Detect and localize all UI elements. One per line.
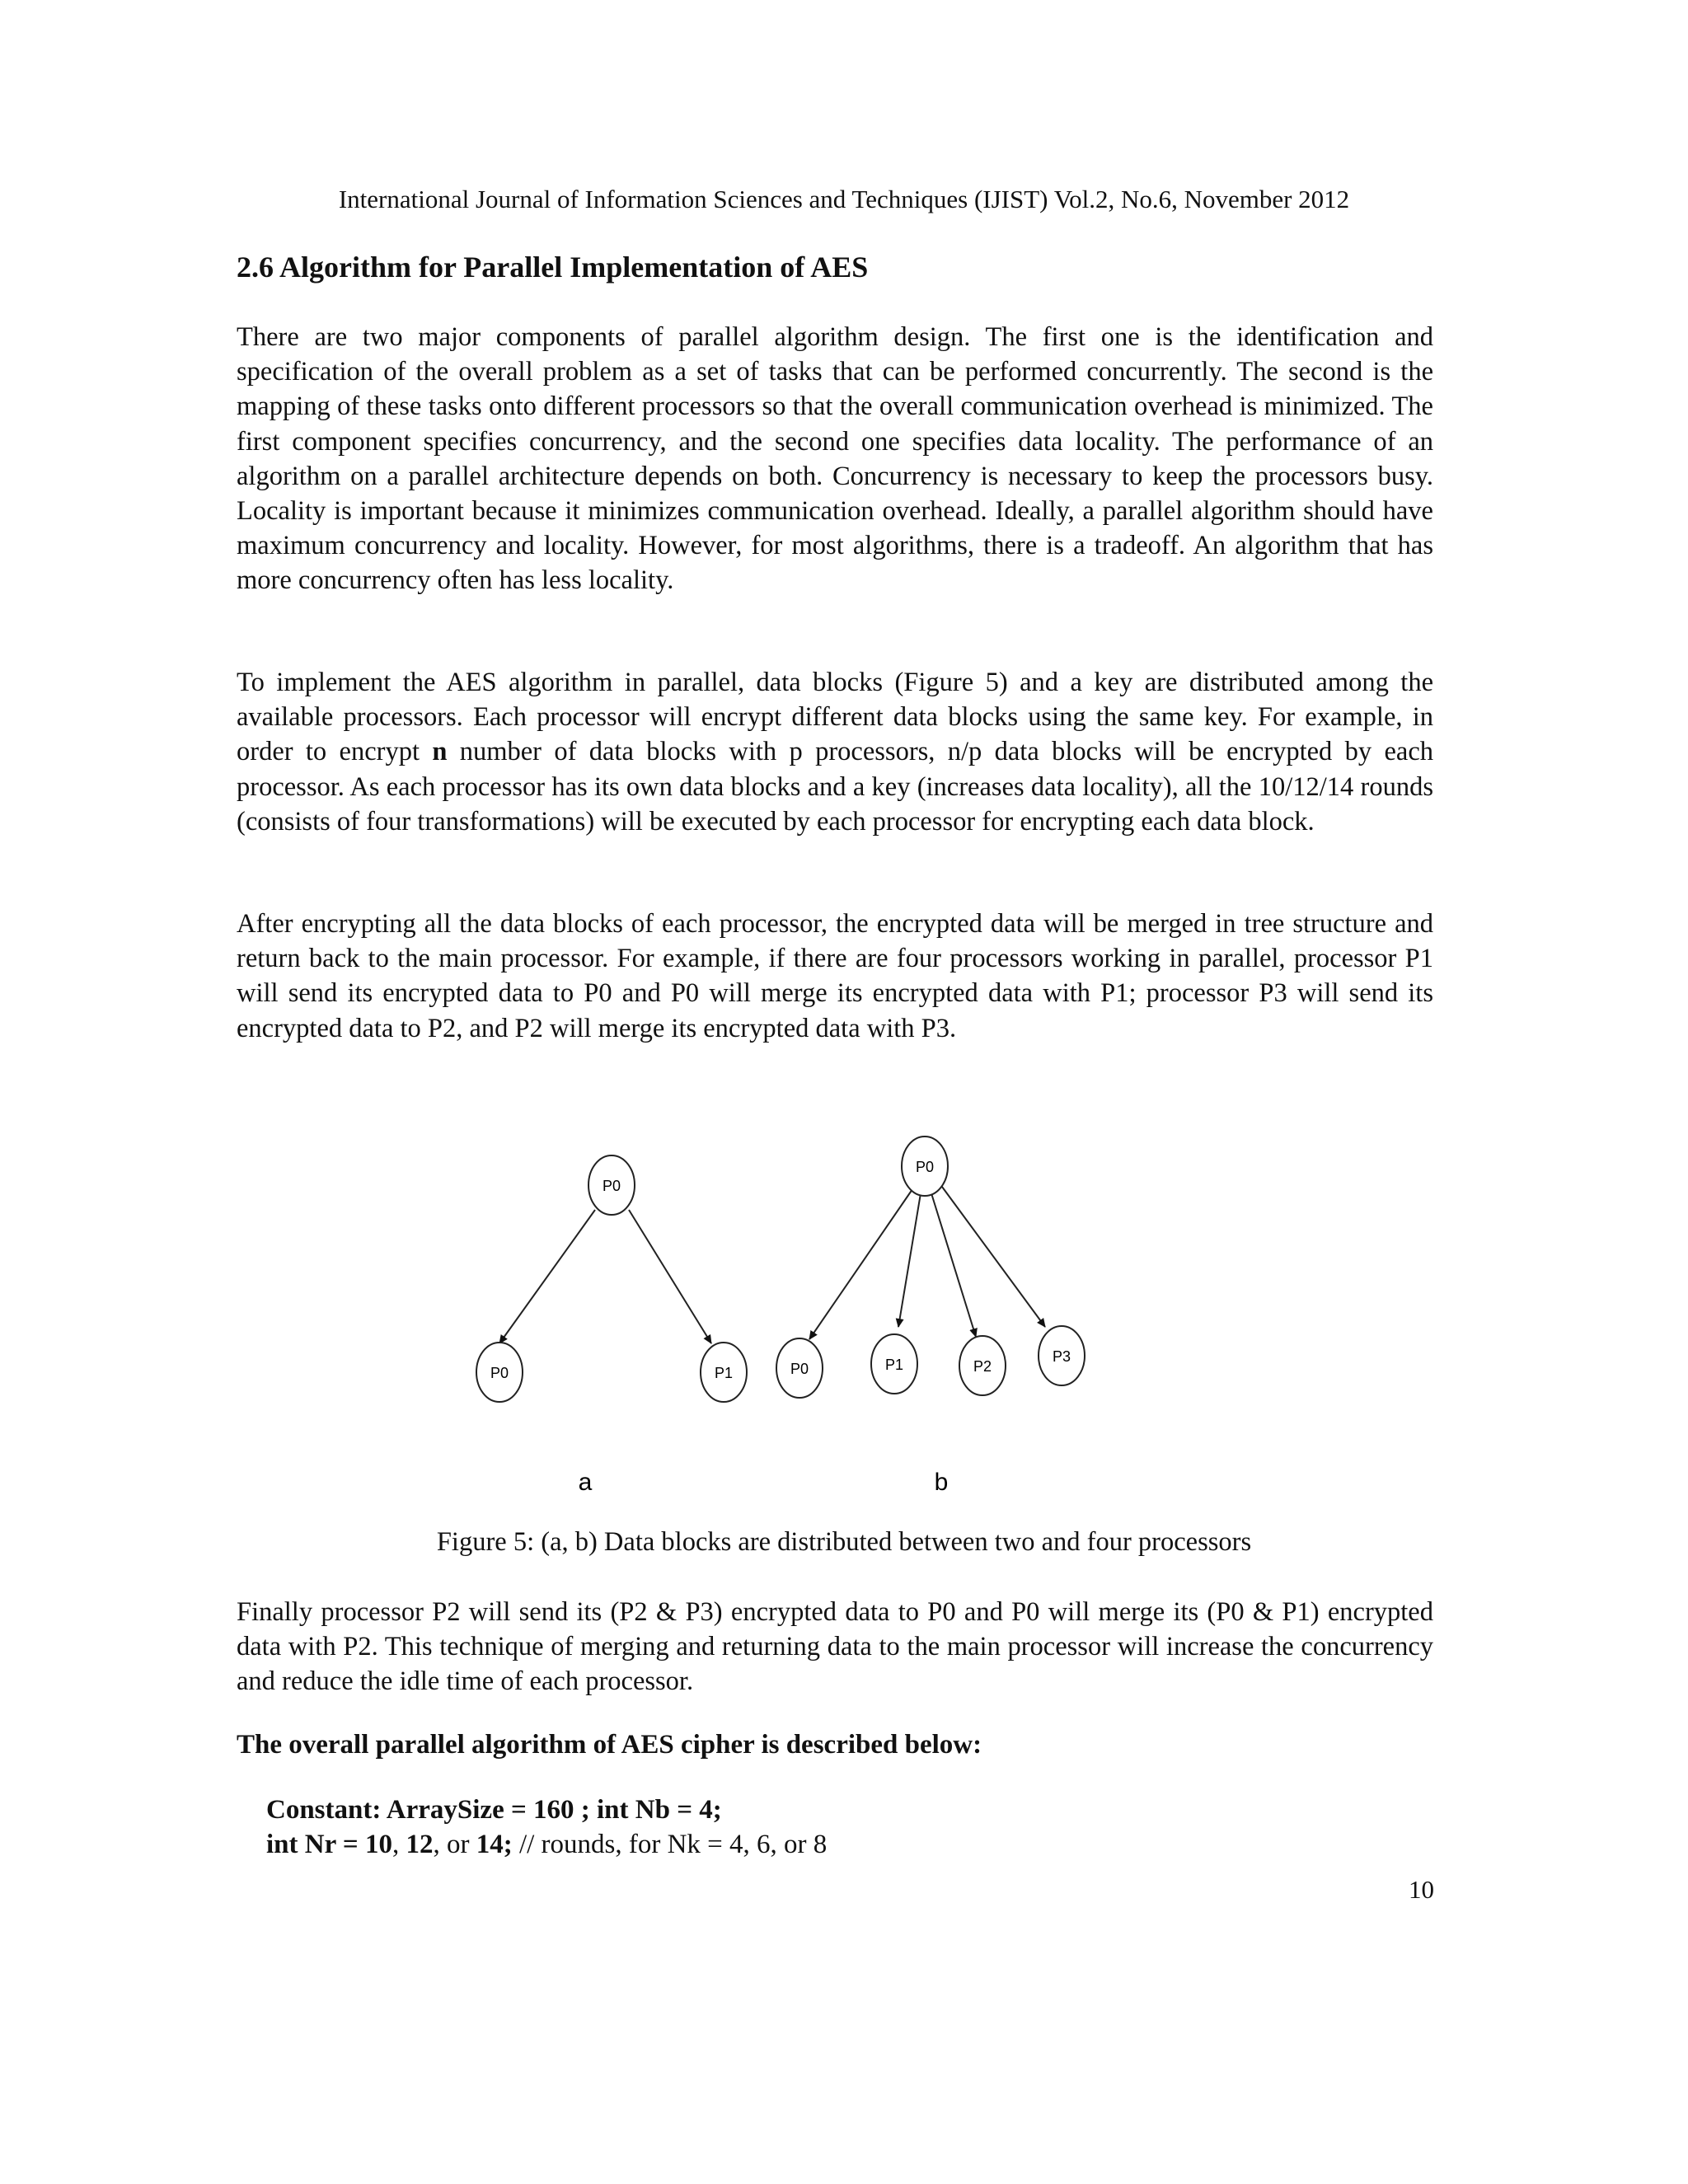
panel-label-a: a: [578, 1469, 593, 1496]
figure-5: [462, 1121, 1121, 1508]
node-b-child-p1: [871, 1334, 917, 1394]
node-a-root: [588, 1155, 635, 1215]
edge-b-p0-p2: [931, 1193, 976, 1337]
paragraph-text: number of data blocks with p processors, n/p data blocks will be encrypted by each processor. As each processor has its own data blocks and a key (increases data locality), all the 10/12/14 rounds (consists of four transformations) will be executed by each processor for encrypting each data block.: [237, 737, 1433, 837]
bold-n: n: [432, 737, 448, 767]
edge-b-p0-p1: [898, 1193, 921, 1327]
paragraph-parallel-design: There are two major components of parallel algorithm design. The first one is the identification and specification of the overall problem as a set of tasks that can be performed concurrently. The second is the mapping of these tasks onto different processors so that the overall communication overhead is minimized. The first component specifies concurrency, and the second one specifies data locality. The performance of an algorithm on a parallel architecture depends on both. Concurrency is necessary to keep the processors busy. Locality is important because it minimizes communication overhead. Ideally, a parallel algorithm should have maximum concurrency and locality. However, for most algorithms, there is a tradeoff. An algorithm that has more concurrency often has less locality.: [237, 322, 1433, 596]
node-label: P1: [884, 1357, 904, 1373]
code-line-2: [266, 1827, 827, 1862]
code-text: 12: [406, 1830, 434, 1859]
edge-b-p0-p3: [942, 1187, 1045, 1327]
code-text: 14;: [476, 1830, 513, 1859]
node-label: P2: [973, 1358, 992, 1375]
paragraph-text: To implement the AES algorithm in parallel, data blocks (Figure 5) and a key are distributed among the available processors. Each processor will encrypt different data blocks using the same key. For example, in order to encrypt: [237, 668, 1433, 767]
node-b-child-p0: [776, 1338, 823, 1398]
panel-label-b: b: [934, 1469, 949, 1496]
code-text: , or: [433, 1830, 476, 1859]
algorithm-heading: The overall parallel algorithm of AES cipher is described below:: [237, 1730, 982, 1760]
figure-caption: Figure 5: (a, b) Data blocks are distributed between two and four processors: [436, 1527, 1252, 1557]
node-label: P0: [915, 1159, 935, 1175]
edge-a-p0-p1: [629, 1210, 711, 1343]
paragraph-merge-tree: After encrypting all the data blocks of each processor, the encrypted data will be merged in tree structure and return back to the main processor. For example, if there are four processors working in parallel, processor P1 will send its encrypted data to P0 and P0 will merge its encrypted data with P1; processor P3 will send its encrypted data to P2, and P2 will merge its encrypted data with P3.: [237, 909, 1433, 1043]
node-a-child-p1: [701, 1343, 747, 1402]
node-label: P3: [1052, 1348, 1071, 1365]
code-line-1: [266, 1793, 827, 1827]
node-label: P0: [790, 1361, 809, 1377]
edge-b-p0-p0: [809, 1189, 912, 1339]
paragraph-final-merge: Finally processor P2 will send its (P2 & P3) encrypted data to P0 and P0 will merge its (P0 & P1) encrypted data with P2. This technique of merging and returning data to the main processor will increase the concurrency and reduce the idle time of each processor.: [237, 1597, 1433, 1697]
page-number: 10: [1409, 1875, 1434, 1904]
node-b-child-p2: [959, 1336, 1006, 1395]
running-header: International Journal of Information Sciences and Techniques (IJIST) Vol.2, No.6, November 2012: [338, 185, 1350, 213]
node-label: P0: [602, 1178, 621, 1194]
node-label: P0: [490, 1365, 509, 1381]
paragraph-aes-distribution: [237, 665, 1433, 839]
code-text: int Nr = 10: [266, 1830, 392, 1859]
code-text: Constant: ArraySize = 160 ; int Nb = 4;: [266, 1795, 722, 1825]
code-comment: // rounds, for Nk = 4, 6, or 8: [512, 1830, 828, 1859]
node-b-child-p3: [1039, 1326, 1085, 1385]
algorithm-code: [266, 1793, 827, 1862]
processor-tree-diagram: [462, 1121, 1121, 1508]
node-label: P1: [714, 1365, 734, 1381]
code-text: ,: [392, 1830, 406, 1859]
node-a-child-p0: [476, 1343, 523, 1402]
edge-a-p0-p0: [499, 1210, 595, 1343]
section-heading: 2.6 Algorithm for Parallel Implementation of AES: [237, 251, 869, 284]
node-b-root: [902, 1137, 948, 1196]
